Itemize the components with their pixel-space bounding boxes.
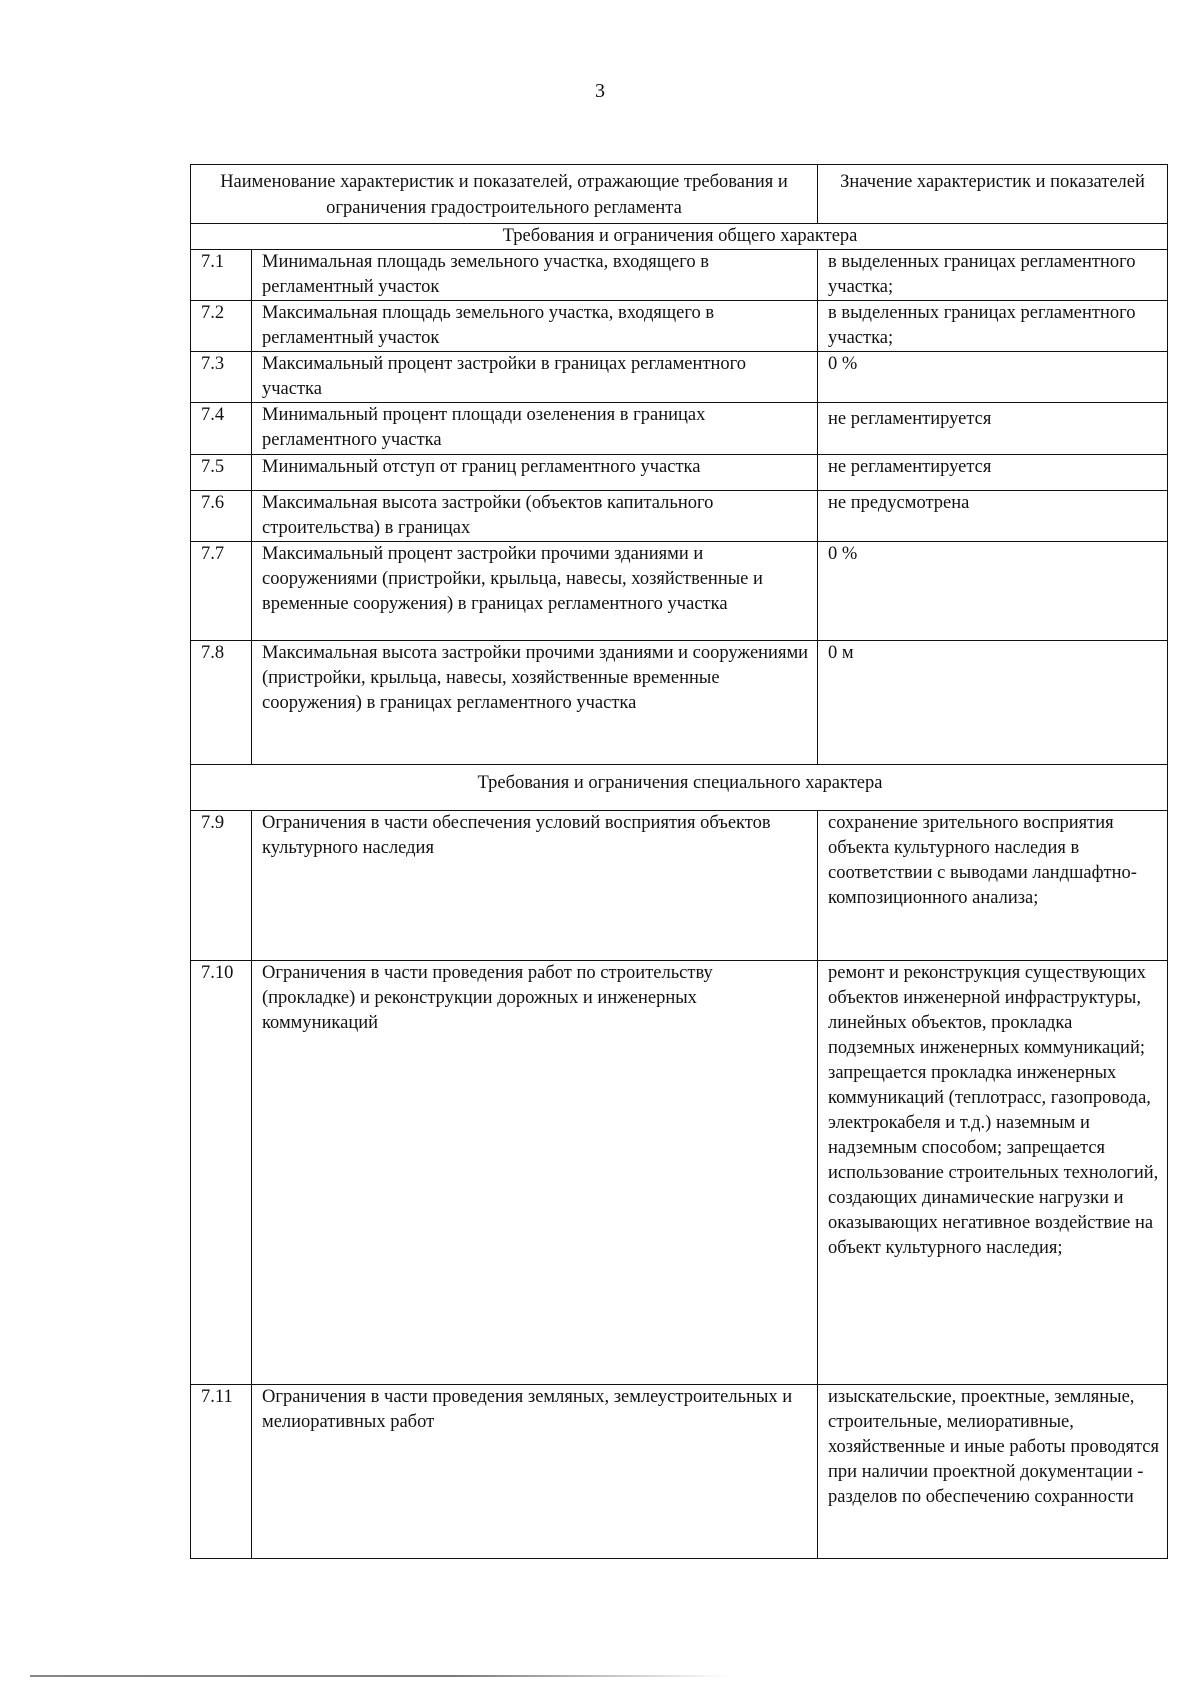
row-number: 7.3 [191,352,252,403]
table-row [191,301,1168,352]
row-name: Максимальная высота застройки прочими зданиями и сооружениями (пристройки, крыльца, навесы, хозяйственные временные сооружения) в границах регламентного участка [252,641,818,765]
row-name: Максимальный процент застройки прочими зданиями и сооружениями (пристройки, крыльца, навесы, хозяйственные и временные сооружения) в границах регламентного участка [252,542,818,641]
row-value: 0 м [818,641,1168,765]
section-header-general [191,224,1168,250]
row-name: Минимальный процент площади озеленения в границах регламентного участка [252,403,818,455]
table-row [191,961,1168,1385]
row-value: ремонт и реконструкция существующих объектов инженерной инфраструктуры, линейных объектов, прокладка подземных инженерных коммуникаций; запрещается прокладка инженерных коммуникаций (теплотрасс, газопровода, электрокабеля и т.д.) наземным и надземным способом; запрещается использование строительных технологий, создающих динамические нагрузки и оказывающих негативное воздействие на объект культурного наследия; [818,961,1168,1385]
row-value: не предусмотрена [818,491,1168,542]
row-name: Максимальная высота застройки (объектов капитального строительства) в границах [252,491,818,542]
row-number: 7.8 [191,641,252,765]
table-header-row [191,165,1168,224]
table-row [191,352,1168,403]
row-number: 7.2 [191,301,252,352]
row-number: 7.11 [191,1385,252,1559]
section-title: Требования и ограничения общего характера [191,224,1168,250]
row-value: изыскательские, проектные, земляные, строительные, мелиоративные, хозяйственные и иные работы проводятся при наличии проектной документации - разделов по обеспечению сохранности [818,1385,1168,1559]
header-name-column: Наименование характеристик и показателей, отражающие требования и ограничения градостроительного регламента [191,165,818,224]
table-row [191,403,1168,455]
table-row [191,641,1168,765]
table-row [191,811,1168,961]
table-row [191,542,1168,641]
row-value: не регламентируется [818,403,1168,455]
header-value-column: Значение характеристик и показателей [818,165,1168,224]
row-value: 0 % [818,352,1168,403]
row-number: 7.5 [191,455,252,491]
row-name: Минимальная площадь земельного участка, входящего в регламентный участок [252,250,818,301]
row-name: Максимальный процент застройки в границах регламентного участка [252,352,818,403]
table-row [191,1385,1168,1559]
row-value: сохранение зрительного восприятия объекта культурного наследия в соответствии с выводами ландшафтно-композиционного анализа; [818,811,1168,961]
row-number: 7.9 [191,811,252,961]
row-name: Ограничения в части обеспечения условий восприятия объектов культурного наследия [252,811,818,961]
row-number: 7.7 [191,542,252,641]
row-name: Ограничения в части проведения земляных, землеустроительных и мелиоративных работ [252,1385,818,1559]
section-title: Требования и ограничения специального характера [191,765,1168,811]
row-value: 0 % [818,542,1168,641]
row-number: 7.6 [191,491,252,542]
row-name: Ограничения в части проведения работ по строительству (прокладке) и реконструкции дорожных и инженерных коммуникаций [252,961,818,1385]
page-number: 3 [595,80,605,102]
row-number: 7.1 [191,250,252,301]
section-header-special [191,765,1168,811]
table-row [191,250,1168,301]
row-name: Максимальная площадь земельного участка, входящего в регламентный участок [252,301,818,352]
row-value: в выделенных границах регламентного участка; [818,250,1168,301]
row-value: не регламентируется [818,455,1168,491]
scan-edge-line [30,1675,730,1677]
table-row [191,491,1168,542]
row-number: 7.4 [191,403,252,455]
table-row [191,455,1168,491]
row-name: Минимальный отступ от границ регламентного участка [252,455,818,491]
regulation-table [190,164,1168,1559]
row-number: 7.10 [191,961,252,1385]
row-value: в выделенных границах регламентного участка; [818,301,1168,352]
